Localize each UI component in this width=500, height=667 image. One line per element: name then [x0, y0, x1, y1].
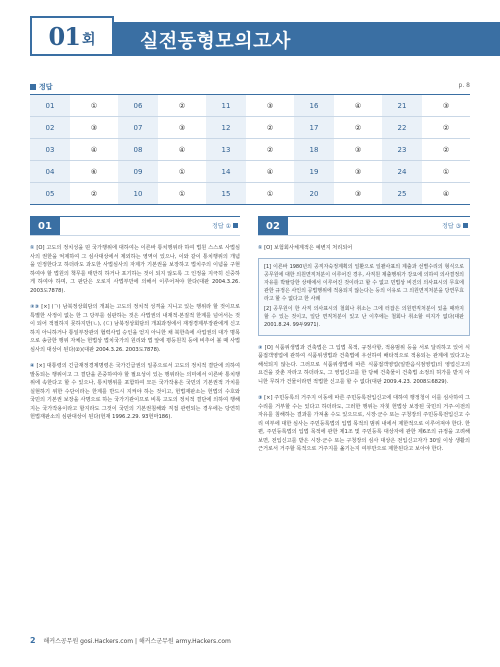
choice-marker: ①: [30, 245, 35, 251]
case-summary-box: [258, 258, 470, 336]
question-number-cell: 04: [30, 161, 70, 183]
answer-cell: ③: [422, 95, 470, 117]
answer-header: [30, 82, 470, 94]
answer-cell: ④: [442, 189, 450, 198]
explanation-paragraph: [258, 244, 470, 253]
round-number: 01: [48, 21, 80, 51]
exam-title: 실전동형모의고사: [140, 30, 291, 52]
answer-cell: ②: [422, 117, 470, 139]
round-suffix: 회: [81, 32, 96, 48]
answer-cell: ①: [178, 189, 186, 198]
answer-cell: ②: [246, 117, 294, 139]
paragraph-text: [O] 식품위생법과 건축법은 그 입법 목적, 규정사항, 적용범위 등을 서로 달리하고 있어 식품접객영업에 관하여 식품위생법과 건축법에 우선하여 배타적으로 적용되는 관계에 있다고는 해석되지 않는다. 그러므로 식품위생법에 따른 식품접객영업(일반음식점영업)의 영업신고의 요건을 갖춘 자라고 하더라도, 그 영업신고를 한 당해 건축물이 건축법 소정의 허가를 받지 아니한 무허가 건물이라면 적법한 신고를 할 수 없다(대판 2009.4.23. 2008도6829).: [258, 344, 470, 385]
answer-cell: ④: [70, 139, 118, 161]
question-number-cell: 17: [294, 117, 334, 139]
question-number-cell: 10: [118, 183, 158, 205]
page-header: [0, 0, 500, 56]
question-number-cell: 02: [30, 117, 70, 139]
question-number-cell: 11: [206, 95, 246, 117]
page-footer: [30, 636, 231, 645]
question-number-cell: 15: [206, 183, 246, 205]
question-number-cell: 24: [382, 161, 422, 183]
answer-row: [30, 183, 470, 205]
answer-cell: ③: [158, 117, 206, 139]
answer-cell: ③: [70, 117, 118, 139]
question-number-cell: 23: [382, 139, 422, 161]
answer-cell: ②: [90, 189, 98, 198]
explanation-column-02: [258, 216, 470, 454]
question-answer: 정답 ①: [212, 221, 238, 230]
explanation-paragraph: [30, 362, 240, 422]
round-number-box: [30, 16, 114, 56]
square-bullet-icon: [233, 223, 238, 228]
question-number-cell: 08: [118, 139, 158, 161]
question-number-cell: 18: [294, 139, 334, 161]
answer-cell: ⑥: [70, 161, 118, 183]
question-number-cell: 21: [382, 95, 422, 117]
question-number-cell: 01: [30, 95, 70, 117]
answer-cell: ①: [266, 189, 274, 198]
question-number: 02: [258, 217, 288, 235]
question-number: 01: [30, 217, 60, 235]
choice-marker: ②: [258, 344, 263, 351]
answer-row: [30, 117, 470, 139]
choice-marker: ③: [258, 395, 263, 401]
question-number-cell: 13: [206, 139, 246, 161]
choice-marker: ②③: [30, 304, 40, 310]
answer-cell: ①: [158, 161, 206, 183]
question-number-cell: 03: [30, 139, 70, 161]
answer-cell: ③: [246, 95, 294, 117]
paragraph-text: [×] 주민등록의 거주지 이동에 따른 주민등록전입신고에 대하여 행정청이 이를 심사하여 그 수리를 거부할 수는 있다고 하더라도, 그러한 행위는 자칫 헌법상 보장된 국민의 거주·이전의 자유를 침해하는 결과를 가져올 수도 있으므로, 시장·군수 또는 구청장의 주민등록전입신고 수리 여부에 대한 심사는 주민등록법의 입법 목적의 범위 내에서 제한적으로 이루어져야 한다. 한편, 주민등록법의 입법 목적에 관한 제1조 및 주민등록 대상자에 관한 제6조의 규정을 고려해 보면, 전입신고를 받은 시장·군수 또는 구청장의 심사 대상은 전입신고자가 30일 이상 생활의 근거로서 거주할 목적으로 거주지를 옮기는지 여부만으로 제한된다고 보아야 한다.: [258, 395, 470, 452]
paragraph-text: [O] 고도의 정치성을 띤 국가행위에 대하여는 이른바 통치행위라 하여 법원 스스로 사법심사의 권한을 억제하여 그 심사대상에서 제외하는 영역이 있으나, 이와 같이 통치행위의 개념을 인정한다고 하더라도 과도한 사법심사의 자제가 기본권을 보장하고 법치주의 이념을 구현하여야 할 법원의 책무를 태만히 하거나 포기하는 것이 되지 않도록 그 인정을 지극히 신중하게 하여야 하며, 그 판단은 오로지 사법부만에 의해서 이루어져야 한다(대판 2004.3.26. 2003도7878).: [30, 245, 240, 294]
question-number-cell: 05: [30, 183, 70, 205]
answer-cell: ②: [246, 139, 294, 161]
question-number-cell: 22: [382, 117, 422, 139]
answer-label: 정답: [30, 82, 53, 92]
answer-cell: ④: [334, 95, 382, 117]
page-reference: p. 8: [458, 82, 470, 89]
answer-cell: ①: [422, 161, 470, 183]
square-bullet-icon: [30, 84, 36, 90]
question-number-cell: 25: [382, 183, 422, 205]
answer-table: [30, 94, 470, 205]
question-header: [30, 216, 240, 236]
question-number-cell: 07: [118, 117, 158, 139]
answer-row: [30, 161, 470, 183]
question-header: [258, 216, 470, 236]
question-number-cell: 14: [206, 161, 246, 183]
page-number: 2: [30, 636, 36, 645]
answer-row: [30, 139, 470, 161]
explanation-paragraph: [30, 303, 240, 354]
question-number-cell: 09: [118, 161, 158, 183]
question-number-cell: 06: [118, 95, 158, 117]
question-number-cell: 20: [294, 183, 334, 205]
choice-marker: ①: [258, 245, 263, 251]
question-number-cell: 16: [294, 95, 334, 117]
answer-cell: ①: [70, 95, 118, 117]
answer-cell: ③: [334, 161, 382, 183]
answer-cell: ②: [334, 117, 382, 139]
explanation-column-01: [30, 216, 240, 422]
case-summary-item: [1] 이른바 1980년의 공직자숙정계획의 일환으로 일괄사표의 제출과 선별수리의 형식으로 공무원에 대한 의원면직처분이 이루어진 경우, 사직원 제출행위가 강요에 의하여 의사결정의 자유를 박탈당한 상태에서 이루어진 것이라고 할 수 없고 민법상 비진의 의사표시의 무효에 관한 규정은 사인의 공법행위에 적용되지 않는다는 등의 이유로 그 의원면직처분을 당연무효라고 할 수 없다고 한 사례: [264, 263, 464, 302]
answer-cell: ④: [158, 139, 206, 161]
answer-cell: ②: [422, 139, 470, 161]
choice-marker: ④: [30, 363, 35, 369]
question-number-cell: 12: [206, 117, 246, 139]
case-summary-item: [2] 공무원이 한 사직 의사표시의 철회나 취소는 그에 터잡은 의원면직처분이 있을 때까지 할 수 있는 것이고, 일단 면직처분이 있고 난 이후에는 철회나 취소할 여지가 없다(대판 2001.8.24. 99두9971).: [264, 305, 464, 328]
answer-row: [30, 95, 470, 117]
paragraph-text: [×] (ㄱ) 남북정상회담의 개최는 고도의 정치적 성격을 지니고 있는 행위라 할 것이므로 특별한 사정이 없는 한 그 당부를 심판하는 것은 사법권의 내재적·본질적 한계를 넘어서는 것이 되어 적절하지 못하지만(ㄴ), (ㄷ) 남북정상회담의 개최과정에서 재정경제부장관에게 신고하지 아니하거나 통일부장관의 협력사업 승인을 얻지 아니한 채 북한측에 사업권의 대가 명목으로 송금한 행위 자체는 헌법상 법치국가의 원리와 법 앞에 평등원칙 등에 비추어 볼 때 사법심사의 대상이 된다(②)(대판 2004.3.26. 2003도7878).: [30, 304, 240, 353]
answer-cell: ③: [354, 189, 362, 198]
square-bullet-icon: [463, 223, 468, 228]
paragraph-text: [O] 보험회사체계적은 예변지 처리되어: [264, 245, 353, 251]
question-number-cell: 19: [294, 161, 334, 183]
explanation-paragraph: [30, 244, 240, 295]
answer-cell: ③: [334, 139, 382, 161]
question-answer: 정답 ③: [442, 221, 468, 230]
answer-cell: ④: [246, 161, 294, 183]
footer-text: 해커스공무원 gosi.Hackers.com | 해커스군무원 army.Hackers.com: [43, 638, 231, 645]
explanation-paragraph: [258, 344, 470, 387]
paragraph-text: [×] 대통령의 긴급재정경제명령은 국가긴급권의 일종으로서 고도의 정치적 결단에 의하여 발동되는 행위이고 그 결단을 존중하여야 할 필요성이 있는 행위라는 의미에서 이른바 통치행위에 속한다고 할 수 있으나, 통치행위를 포함하여 모든 국가작용은 국민의 기본권적 가치를 실현하기 위한 수단이라는 한계를 반드시 지켜야 하는 것이고, 헌법재판소는 헌법의 수호와 국민의 기본권 보장을 사명으로 하는 국가기관이므로 비록 고도의 정치적 결단에 의하여 행해지는 국가작용이라고 할지라도 그것이 국민의 기본권침해와 직접 관련되는 경우에는 당연히 헌법재판소의 심판대상이 된다(헌재 1996.2.29. 93헌마186).: [30, 363, 240, 420]
explanation-paragraph: [258, 394, 470, 454]
answer-cell: ②: [158, 95, 206, 117]
